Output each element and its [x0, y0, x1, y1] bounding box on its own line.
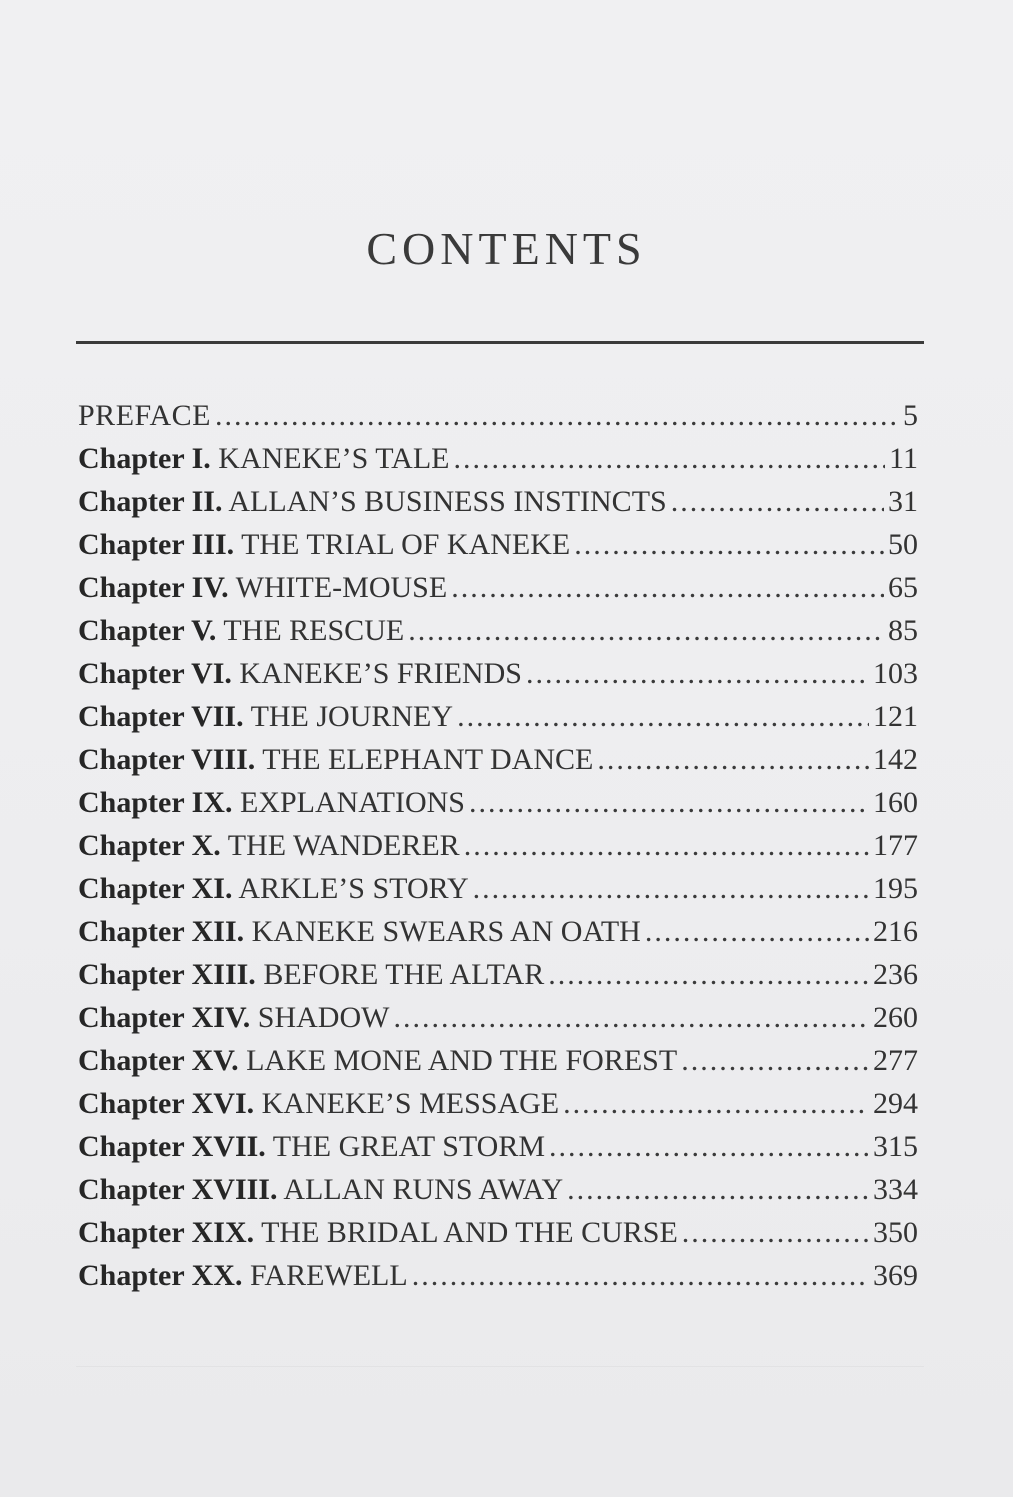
toc-entry-chapter-8 — [78, 738, 918, 781]
toc-entry-label — [78, 1168, 563, 1211]
toc-entry-page: 50 — [888, 528, 918, 561]
toc-entry-label — [78, 566, 447, 609]
toc-entry-chapter-14 — [78, 996, 918, 1039]
dot-leader — [408, 609, 884, 652]
toc-entry-name: KANEKE SWEARS AN OATH — [251, 915, 641, 948]
chapter-number: Chapter III. — [78, 528, 235, 561]
toc-entry-chapter-12 — [78, 910, 918, 953]
dot-leader — [597, 738, 869, 781]
dot-leader — [215, 394, 899, 437]
chapter-number: Chapter X. — [78, 829, 221, 862]
chapter-number: Chapter II. — [78, 485, 223, 518]
toc-entry-label — [78, 1211, 678, 1254]
toc-entry-label — [78, 437, 449, 480]
toc-entry-chapter-13 — [78, 953, 918, 996]
toc-entry-chapter-15 — [78, 1039, 918, 1082]
title-divider — [76, 341, 924, 344]
toc-entry-page: 103 — [873, 657, 918, 690]
dot-leader — [549, 1125, 869, 1168]
toc-entry-chapter-4 — [78, 566, 918, 609]
toc-entry-chapter-10 — [78, 824, 918, 867]
toc-entry-name: KANEKE’S FRIENDS — [239, 657, 522, 690]
toc-entry-page: 334 — [873, 1173, 918, 1206]
toc-entry-page: 195 — [873, 872, 918, 905]
dot-leader — [526, 652, 869, 695]
toc-entry-chapter-7 — [78, 695, 918, 738]
dot-leader — [469, 781, 869, 824]
toc-entry-chapter-17 — [78, 1125, 918, 1168]
toc-entry-name: THE JOURNEY — [250, 700, 454, 733]
toc-entry-page: 121 — [873, 700, 918, 733]
chapter-number: Chapter IX. — [78, 786, 233, 819]
toc-entry-chapter-2 — [78, 480, 918, 523]
toc-entry-label — [78, 867, 469, 910]
chapter-number: Chapter VI. — [78, 657, 232, 690]
dot-leader — [671, 480, 884, 523]
toc-entry-page: 177 — [873, 829, 918, 862]
chapter-number: Chapter I. — [78, 442, 211, 475]
toc-entry-label — [78, 996, 389, 1039]
toc-entry-chapter-11 — [78, 867, 918, 910]
toc-entry-label — [78, 781, 465, 824]
toc-entry-page: 65 — [888, 571, 918, 604]
toc-entry-chapter-5 — [78, 609, 918, 652]
toc-entry-name: KANEKE’S TALE — [218, 442, 450, 475]
toc-entry-label — [78, 1125, 545, 1168]
toc-entry-name: THE WANDERER — [227, 829, 460, 862]
toc-entry-page: 236 — [873, 958, 918, 991]
toc-entry-name: FAREWELL — [249, 1259, 408, 1292]
toc-entry-name: THE GREAT STORM — [272, 1130, 546, 1163]
chapter-number: Chapter XIX. — [78, 1216, 255, 1249]
toc-entry-label — [78, 523, 570, 566]
chapter-number: Chapter XVII. — [78, 1130, 266, 1163]
dot-leader — [681, 1039, 869, 1082]
dot-leader — [393, 996, 869, 1039]
chapter-number: Chapter IV. — [78, 571, 229, 604]
chapter-number: Chapter XVIII. — [78, 1173, 278, 1206]
toc-entry-page: 160 — [873, 786, 918, 819]
chapter-number: Chapter V. — [78, 614, 217, 647]
toc-entry-page: 294 — [873, 1087, 918, 1120]
toc-entry-chapter-6 — [78, 652, 918, 695]
toc-entry-page: 5 — [903, 399, 918, 432]
toc-entry-page: 85 — [888, 614, 918, 647]
toc-entry-label — [78, 394, 211, 437]
toc-entry-page: 369 — [873, 1259, 918, 1292]
dot-leader — [412, 1254, 869, 1297]
toc-entry-label — [78, 695, 453, 738]
toc-entry-name: SHADOW — [257, 1001, 390, 1034]
table-of-contents — [78, 394, 918, 1297]
chapter-number: Chapter XI. — [78, 872, 233, 905]
toc-entry-label — [78, 480, 667, 523]
dot-leader — [645, 910, 869, 953]
toc-entry-page: 350 — [873, 1216, 918, 1249]
toc-entry-label — [78, 1254, 408, 1297]
chapter-number: Chapter XII. — [78, 915, 245, 948]
toc-entry-chapter-18 — [78, 1168, 918, 1211]
toc-entry-name: EXPLANATIONS — [239, 786, 465, 819]
dot-leader — [574, 523, 884, 566]
toc-entry-label — [78, 910, 641, 953]
chapter-number: Chapter XIII. — [78, 958, 256, 991]
dot-leader — [548, 953, 869, 996]
dot-leader — [473, 867, 869, 910]
toc-entry-preface — [78, 394, 918, 437]
dot-leader — [567, 1168, 869, 1211]
toc-entry-name: ALLAN’S BUSINESS INSTINCTS — [228, 485, 667, 518]
toc-entry-name: ALLAN RUNS AWAY — [283, 1173, 564, 1206]
toc-entry-label — [78, 738, 593, 781]
toc-entry-chapter-9 — [78, 781, 918, 824]
toc-entry-label — [78, 609, 404, 652]
toc-entry-chapter-16 — [78, 1082, 918, 1125]
toc-entry-label — [78, 1082, 559, 1125]
chapter-number: Chapter XIV. — [78, 1001, 251, 1034]
toc-entry-page: 277 — [873, 1044, 918, 1077]
chapter-number: Chapter XV. — [78, 1044, 239, 1077]
chapter-number: Chapter VIII. — [78, 743, 256, 776]
chapter-number: Chapter XVI. — [78, 1087, 255, 1120]
toc-entry-name: THE ELEPHANT DANCE — [262, 743, 594, 776]
toc-entry-name: ARKLE’S STORY — [238, 872, 469, 905]
toc-entry-page: 11 — [889, 442, 918, 475]
toc-entry-label — [78, 953, 544, 996]
toc-entry-name: THE RESCUE — [223, 614, 405, 647]
toc-entry-page: 315 — [873, 1130, 918, 1163]
toc-entry-page: 216 — [873, 915, 918, 948]
toc-entry-name: THE BRIDAL AND THE CURSE — [261, 1216, 678, 1249]
faint-bottom-rule — [76, 1366, 924, 1367]
chapter-number: Chapter XX. — [78, 1259, 243, 1292]
chapter-number: Chapter VII. — [78, 700, 244, 733]
toc-entry-page: 260 — [873, 1001, 918, 1034]
toc-entry-chapter-3 — [78, 523, 918, 566]
dot-leader — [563, 1082, 869, 1125]
toc-entry-chapter-1 — [78, 437, 918, 480]
page-title: CONTENTS — [366, 223, 647, 274]
toc-entry-name: LAKE MONE AND THE FOREST — [246, 1044, 678, 1077]
toc-entry-page: 142 — [873, 743, 918, 776]
toc-entry-label — [78, 652, 522, 695]
toc-entry-name: BEFORE THE ALTAR — [263, 958, 545, 991]
toc-entry-label — [78, 1039, 677, 1082]
toc-entry-label — [78, 824, 460, 867]
dot-leader — [453, 437, 885, 480]
toc-entry-chapter-19 — [78, 1211, 918, 1254]
dot-leader — [682, 1211, 869, 1254]
dot-leader — [451, 566, 884, 609]
dot-leader — [464, 824, 869, 867]
toc-entry-name: KANEKE’S MESSAGE — [261, 1087, 560, 1120]
dot-leader — [457, 695, 869, 738]
toc-entry-name: WHITE-MOUSE — [235, 571, 448, 604]
toc-entry-chapter-20 — [78, 1254, 918, 1297]
toc-entry-name: THE TRIAL OF KANEKE — [241, 528, 571, 561]
toc-entry-name: PREFACE — [78, 399, 211, 432]
toc-entry-page: 31 — [888, 485, 918, 518]
